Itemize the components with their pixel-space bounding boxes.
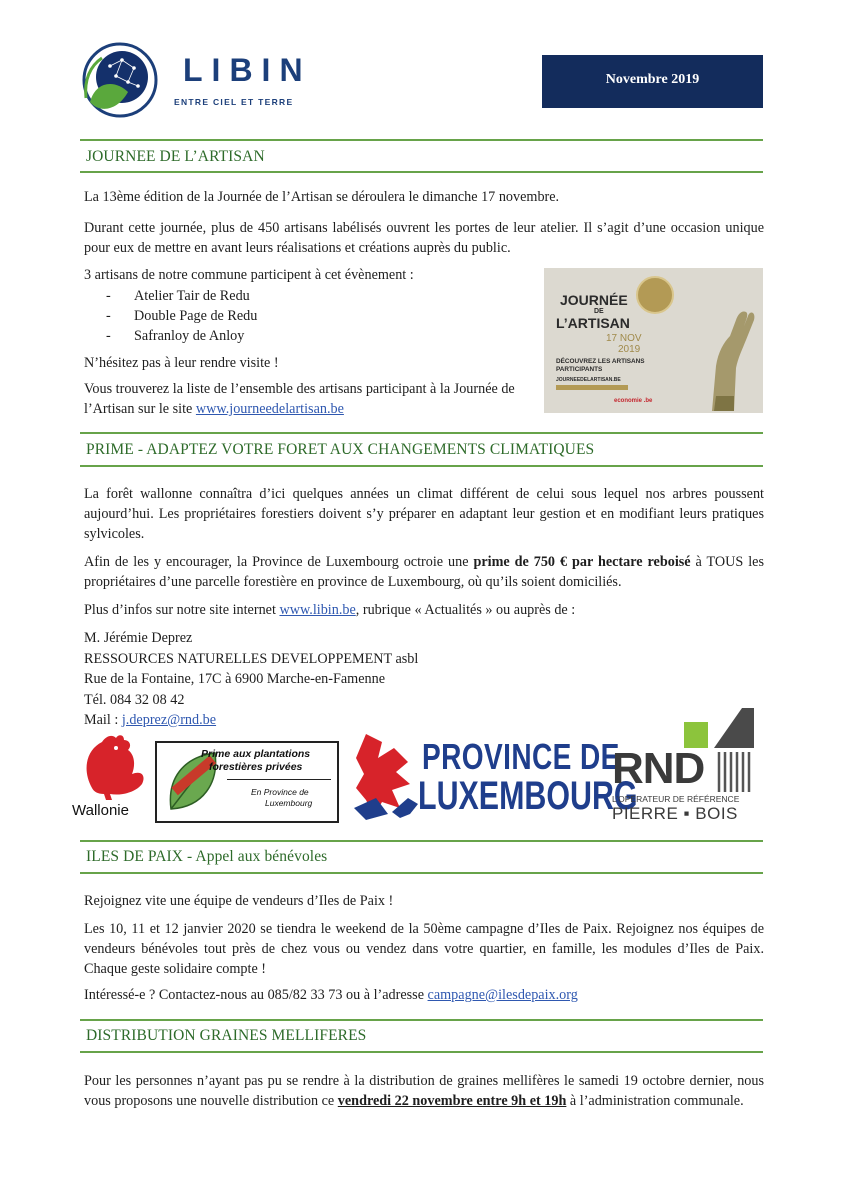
section-rule (80, 1051, 763, 1053)
section-title-graines: DISTRIBUTION GRAINES MELLIFERES (86, 1027, 367, 1044)
poster-site: JOURNEEDELARTISAN.BE (556, 377, 621, 383)
section-rule (80, 872, 763, 874)
poster-footer: economie .be (614, 398, 653, 404)
poster-sub-2: PARTICIPANTS (556, 366, 603, 373)
prime-p2-pre: Afin de les y encourager, la Province de Luxembourg octroie une (84, 554, 474, 570)
prime-p2 (84, 552, 764, 592)
libin-site-link[interactable]: www.libin.be (279, 602, 356, 618)
section-title-artisan: JOURNEE DE L’ARTISAN (86, 148, 265, 165)
province-line1: PROVINCE DE (422, 736, 620, 777)
poster-title-1: JOURNÉE (560, 292, 628, 308)
prime-p3-pre: Plus d’infos sur notre site internet (84, 602, 280, 618)
artisan-p5-text: Vous trouverez la liste de l’ensemble des artisans participant à la Journée de l’Artisan sur le site (84, 381, 515, 417)
prime-p3 (84, 600, 764, 620)
artisan-p1: La 13ème édition de la Journée de l’Artisan se déroulera le dimanche 17 novembre. (84, 189, 560, 205)
poster-date-2: 2019 (618, 344, 641, 355)
section-rule (80, 432, 763, 434)
province-logo (352, 724, 638, 824)
prime-plantation-logo (155, 741, 339, 823)
prime-p1: La forêt wallonne connaîtra d’ici quelques années un climat différent de celui sous lequel nos arbres poussent aujourd’hui. Les propriétaires forestiers doivent s’y préparer en adaptant leur gestion et en modifiant leurs pratiques sylvicoles. (84, 486, 764, 542)
contact-line: Tél. 084 32 08 42 (84, 691, 185, 708)
prime-amount: prime de 750 € par hectare reboisé (473, 554, 691, 570)
graines-date: vendredi 22 novembre entre 9h et 19h (337, 1093, 567, 1109)
graines-p1-post: à l’administration communale. (566, 1093, 744, 1109)
mail-link[interactable]: j.deprez@rnd.be (121, 712, 217, 728)
list-item: - Atelier Tair de Redu (84, 286, 484, 306)
artisan-p2: Durant cette journée, plus de 450 artisans labélisés ouvrent les portes de leur atelier. Il s’agit d’une occasion unique pour eux de mettre en avant leurs réalisations et créations auprès du public. (84, 220, 764, 256)
prime-box-line1: Prime aux plantations (201, 748, 311, 760)
poster-sub-1: DÉCOUVREZ LES ARTISANS (556, 358, 645, 365)
graines-p1-pre: Pour les personnes n’ayant pas pu se rendre à la distribution de graines mellifères le samedi 19 octobre dernier, nous vous proposons une nouvelle distribution ce (84, 1073, 764, 1109)
prime-box-line3: En Province de (251, 787, 309, 797)
section-rule (80, 139, 763, 141)
province-line2: LUXEMBOURG (418, 774, 638, 818)
province-lion-icon (352, 728, 418, 820)
poster-hand-icon (694, 296, 760, 411)
graines-p1 (84, 1071, 764, 1111)
prime-box-line2: forestières privées (209, 761, 303, 773)
contact-line: Rue de la Fontaine, 17C à 6900 Marche-en-Famenne (84, 671, 385, 687)
paix-email-link[interactable]: campagne@ilesdepaix.org (427, 987, 578, 1003)
artisan-poster (544, 268, 763, 413)
mail-label: Mail : (84, 712, 122, 728)
list-item: - Double Page de Redu (84, 306, 484, 326)
libin-logo (76, 40, 166, 120)
prime-box-rule (227, 779, 331, 780)
date-badge (542, 55, 763, 108)
prime-p2-post: à TOUS les propriétaires d’une parcelle forestière en province de Luxembourg, où qu’ils soient domiciliés. (84, 554, 764, 590)
rnd-dark-block (714, 708, 754, 748)
artisan-site-link[interactable]: www.journeedelartisan.be (195, 401, 344, 417)
prime-contact (84, 628, 584, 731)
wallonie-rooster-icon (72, 730, 150, 800)
paix-p3 (84, 985, 764, 1005)
paix-p3-pre: Intéressé-e ? Contactez-nous au 085/82 33 73 ou à l’adresse (84, 987, 428, 1003)
section-rule (80, 840, 763, 842)
section-rule (80, 1019, 763, 1021)
artisan-p3: 3 artisans de notre commune participent à cet évènement : (84, 267, 414, 283)
poster-seal-icon (636, 276, 674, 314)
poster-title-3: L’ARTISAN (556, 315, 630, 331)
rnd-wood-icon (716, 752, 752, 792)
rnd-letters: RND (612, 744, 705, 793)
libin-emblem-icon (76, 40, 166, 120)
poster-date-1: 17 NOV (606, 333, 642, 344)
section-rule (80, 465, 763, 467)
paix-p2: Les 10, 11 et 12 janvier 2020 se tiendra le weekend de la 50ème campagne d’Iles de Paix. Rejoignez nos équipes de vendeurs bénévoles tout près de chez vous ou vendez dans votre quartier, en famille, les modules d’Iles de Paix. Chaque geste solidaire compte ! (84, 921, 764, 977)
poster-title-2: DE (594, 308, 604, 315)
wallonie-label: Wallonie (72, 802, 129, 819)
prime-p3-post: , rubrique « Actualités » ou auprès de : (355, 602, 576, 618)
section-rule (80, 171, 763, 173)
contact-line: RESSOURCES NATURELLES DEVELOPPEMENT asbl (84, 650, 419, 667)
date-badge-text: Novembre 2019 (605, 72, 700, 87)
list-item: - Safranloy de Anloy (84, 326, 484, 346)
section-title-paix: ILES DE PAIX - Appel aux bénévoles (86, 848, 328, 865)
brand-tagline: ENTRE CIEL ET TERRE (174, 97, 294, 107)
poster-gold-bar (556, 385, 628, 390)
prime-box-line4: Luxembourg (265, 798, 313, 808)
paix-p1: Rejoignez vite une équipe de vendeurs d’Iles de Paix ! (84, 893, 394, 909)
artisan-p4: N’hésitez pas à leur rendre visite ! (84, 355, 279, 371)
artisan-p5 (84, 379, 524, 419)
artisan-list (84, 286, 484, 346)
rnd-sub1: L’OPÉRATEUR DE RÉFÉRENCE (612, 794, 740, 804)
rnd-sub2: PIERRE ▪ BOIS (612, 804, 738, 823)
rnd-logo (612, 708, 762, 826)
contact-line: M. Jérémie Deprez (84, 630, 193, 646)
wallonie-logo (72, 730, 150, 822)
section-title-prime: PRIME - ADAPTEZ VOTRE FORET AUX CHANGEMENTS CLIMATIQUES (86, 441, 595, 458)
brand-name: LIBIN (183, 52, 312, 88)
